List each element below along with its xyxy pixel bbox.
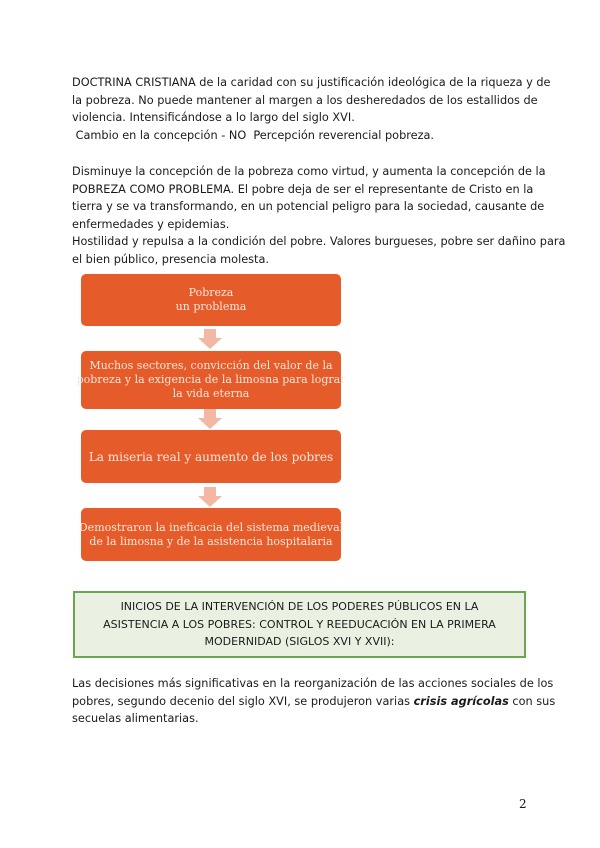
text-line (72, 693, 556, 711)
text-line: la pobreza. No puede mantener al margen a los desheredados de los estallidos de (72, 93, 538, 107)
down-arrow-icon (198, 409, 222, 429)
down-arrow-icon (198, 329, 222, 349)
text-line: violencia. Intensificándose a lo largo del siglo XVI. (72, 111, 355, 125)
emphasis-crisis-agricolas: crisis agrícolas (413, 694, 509, 708)
flowchart-box-real-misery (81, 430, 341, 483)
text-line: Disminuye la concepción de la pobreza como virtud, y aumenta la concepción de la (72, 165, 546, 178)
box-text-line: Muchos sectores, convicción del valor de la (89, 359, 333, 372)
text-line: Las decisiones más significativas en la reorganización de las acciones sociales de los (72, 677, 554, 690)
box-text-line: Demostraron la ineficacia del sistema medieval (78, 520, 344, 534)
doctrine-paragraph (72, 74, 551, 144)
text-line: POBREZA COMO PROBLEMA. El pobre deja de ser el representante de Cristo en la (72, 182, 534, 196)
text-segment: con sus (508, 694, 556, 708)
page-number: 2 (519, 797, 527, 811)
box-text-line: un problema (175, 300, 247, 313)
text-line: Hostilidad y repulsa a la condición del pobre. Valores burgueses, pobre ser dañino para (72, 235, 566, 248)
text-line: el bien público, presencia molesta. (72, 252, 269, 266)
flowchart-box-poverty-problem (81, 274, 341, 326)
flowchart-box-alms-conviction (76, 351, 346, 409)
text-line: DOCTRINA CRISTIANA de la caridad con su justificación ideológica de la riqueza y de (72, 76, 551, 89)
section-heading-box (73, 591, 526, 658)
poverty-problem-paragraph (72, 163, 546, 233)
text-line: enfermedades y epidemias. (72, 217, 230, 231)
text-line: secuelas alimentarias. (72, 712, 199, 726)
hostility-paragraph (72, 233, 566, 268)
down-arrow-icon (198, 487, 222, 507)
box-text-line: la vida eterna (172, 387, 250, 400)
text-line: Cambio en la concepción - NO Percepción reverencial pobreza. (72, 128, 435, 142)
flowchart-box-system-inefficiency (78, 508, 344, 561)
box-text-line: pobreza y la exigencia de la limosna para lograr (76, 373, 346, 386)
heading-line: ASISTENCIA A LOS POBRES: CONTROL Y REEDUCACIÓN EN LA PRIMERA (103, 617, 496, 631)
box-text-line: La miseria real y aumento de los pobres (88, 449, 334, 464)
text-line: tierra y se va transformando, en un potencial peligro para la sociedad, causante de (72, 200, 545, 214)
box-text-line: de la limosna y de la asistencia hospitalaria (89, 534, 333, 548)
box-text-line: Pobreza (188, 286, 234, 299)
heading-line: INICIOS DE LA INTERVENCIÓN DE LOS PODERES PÚBLICOS EN LA (120, 600, 479, 614)
decisions-paragraph (72, 675, 556, 728)
text-segment: pobres, segundo decenio del siglo XVI, se produjeron varias (72, 694, 414, 708)
heading-line: MODERNIDAD (SIGLOS XVI Y XVII): (204, 635, 395, 649)
